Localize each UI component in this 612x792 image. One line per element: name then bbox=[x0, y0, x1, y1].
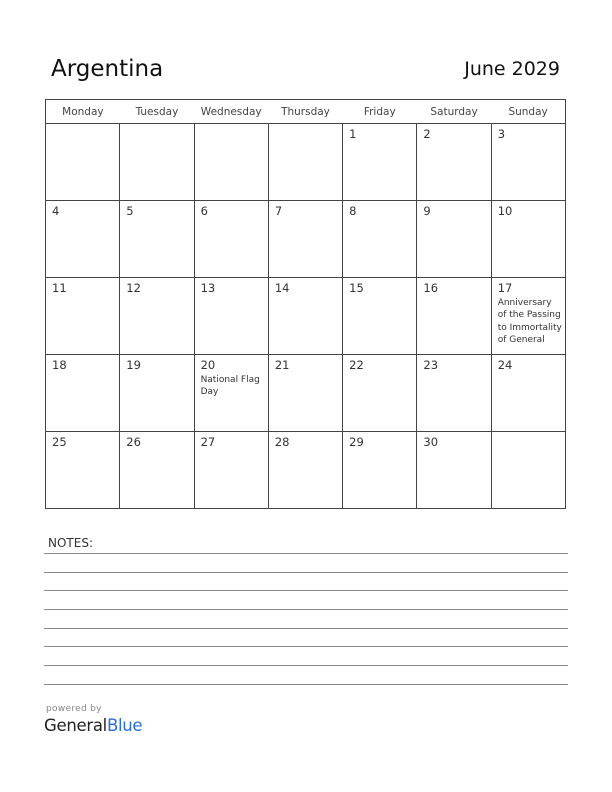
day-cell bbox=[194, 355, 268, 432]
powered-by-text: powered by bbox=[46, 704, 102, 714]
day-cell bbox=[46, 355, 120, 432]
day-cell bbox=[491, 201, 565, 278]
day-number: 21 bbox=[274, 358, 290, 372]
day-number bbox=[492, 432, 565, 436]
day-cell bbox=[194, 432, 268, 509]
day-number: 25 bbox=[52, 435, 67, 449]
calendar-country-title: Argentina bbox=[51, 56, 164, 82]
day-number: 29 bbox=[349, 435, 364, 449]
day-cell bbox=[343, 124, 417, 201]
day-cell bbox=[194, 124, 268, 201]
week-row bbox=[46, 201, 566, 278]
weekday-header: Monday bbox=[46, 100, 120, 124]
notes-line bbox=[44, 628, 568, 629]
day-number: 12 bbox=[126, 281, 141, 295]
day-cell bbox=[343, 355, 417, 432]
day-cell bbox=[268, 201, 342, 278]
notes-line bbox=[44, 553, 568, 554]
day-number: 22 bbox=[349, 358, 364, 372]
day-number: 28 bbox=[274, 435, 290, 449]
weekday-header: Saturday bbox=[417, 100, 491, 124]
day-cell bbox=[268, 432, 342, 509]
day-cell bbox=[491, 355, 565, 432]
notes-line bbox=[44, 646, 568, 647]
day-number: 5 bbox=[126, 204, 134, 218]
holiday-label: National Flag Day bbox=[200, 375, 260, 398]
day-number bbox=[46, 124, 119, 128]
day-number: 1 bbox=[349, 127, 357, 141]
day-cell bbox=[417, 201, 491, 278]
day-cell bbox=[268, 278, 342, 355]
week-row bbox=[46, 278, 566, 355]
day-cell bbox=[120, 432, 194, 509]
day-number: 26 bbox=[126, 435, 141, 449]
day-number: 3 bbox=[497, 127, 506, 141]
day-cell bbox=[194, 201, 268, 278]
notes-label: NOTES: bbox=[48, 536, 93, 550]
day-number: 24 bbox=[497, 358, 513, 372]
day-cell bbox=[417, 432, 491, 509]
day-cell bbox=[417, 355, 491, 432]
day-cell bbox=[46, 278, 120, 355]
notes-line bbox=[44, 572, 568, 573]
day-number: 17 bbox=[497, 281, 513, 295]
day-cell bbox=[46, 432, 120, 509]
day-cell bbox=[491, 278, 565, 355]
day-number: 16 bbox=[423, 281, 439, 295]
day-cell bbox=[343, 201, 417, 278]
day-number: 23 bbox=[423, 358, 439, 372]
day-number: 11 bbox=[52, 281, 67, 295]
day-number: 18 bbox=[52, 358, 67, 372]
day-number: 4 bbox=[52, 204, 60, 218]
day-number: 20 bbox=[200, 358, 216, 372]
weekday-header-row bbox=[46, 100, 566, 124]
notes-line bbox=[44, 684, 568, 685]
calendar-month-title: June 2029 bbox=[464, 58, 560, 80]
day-cell bbox=[343, 278, 417, 355]
day-number: 9 bbox=[423, 204, 431, 218]
day-cell bbox=[120, 355, 194, 432]
day-number: 13 bbox=[200, 281, 216, 295]
day-number bbox=[120, 124, 193, 128]
day-number: 10 bbox=[497, 204, 513, 218]
day-cell bbox=[120, 201, 194, 278]
calendar-grid bbox=[45, 99, 566, 509]
week-row bbox=[46, 124, 566, 201]
day-number: 7 bbox=[274, 204, 283, 218]
weekday-header: Sunday bbox=[491, 100, 565, 124]
day-cell bbox=[491, 432, 565, 509]
weekday-header: Thursday bbox=[268, 100, 342, 124]
day-cell bbox=[46, 124, 120, 201]
notes-line bbox=[44, 665, 568, 666]
day-cell bbox=[268, 124, 342, 201]
day-number: 30 bbox=[423, 435, 439, 449]
notes-line bbox=[44, 590, 568, 591]
weekday-header: Tuesday bbox=[120, 100, 194, 124]
week-row bbox=[46, 432, 566, 509]
weekday-header: Friday bbox=[343, 100, 417, 124]
day-cell bbox=[491, 124, 565, 201]
day-number: 27 bbox=[200, 435, 216, 449]
day-cell bbox=[417, 124, 491, 201]
day-number: 19 bbox=[126, 358, 141, 372]
week-row bbox=[46, 355, 566, 432]
weekday-header: Wednesday bbox=[194, 100, 268, 124]
day-cell bbox=[343, 432, 417, 509]
day-number bbox=[269, 124, 342, 128]
day-cell bbox=[194, 278, 268, 355]
day-number: 2 bbox=[423, 127, 431, 141]
day-number: 6 bbox=[200, 204, 208, 218]
day-cell bbox=[120, 124, 194, 201]
logo-general-text: General bbox=[44, 716, 107, 735]
day-cell bbox=[46, 201, 120, 278]
day-number: 15 bbox=[349, 281, 364, 295]
day-number: 14 bbox=[274, 281, 290, 295]
logo-blue-text: Blue bbox=[106, 716, 143, 735]
day-number: 8 bbox=[349, 204, 357, 218]
day-number bbox=[195, 124, 268, 128]
notes-line bbox=[44, 609, 568, 610]
day-cell bbox=[268, 355, 342, 432]
day-cell bbox=[417, 278, 491, 355]
generalblue-logo bbox=[44, 716, 142, 735]
holiday-label: Anniversary of the Passing to Immortality of General bbox=[497, 298, 562, 345]
day-cell bbox=[120, 278, 194, 355]
